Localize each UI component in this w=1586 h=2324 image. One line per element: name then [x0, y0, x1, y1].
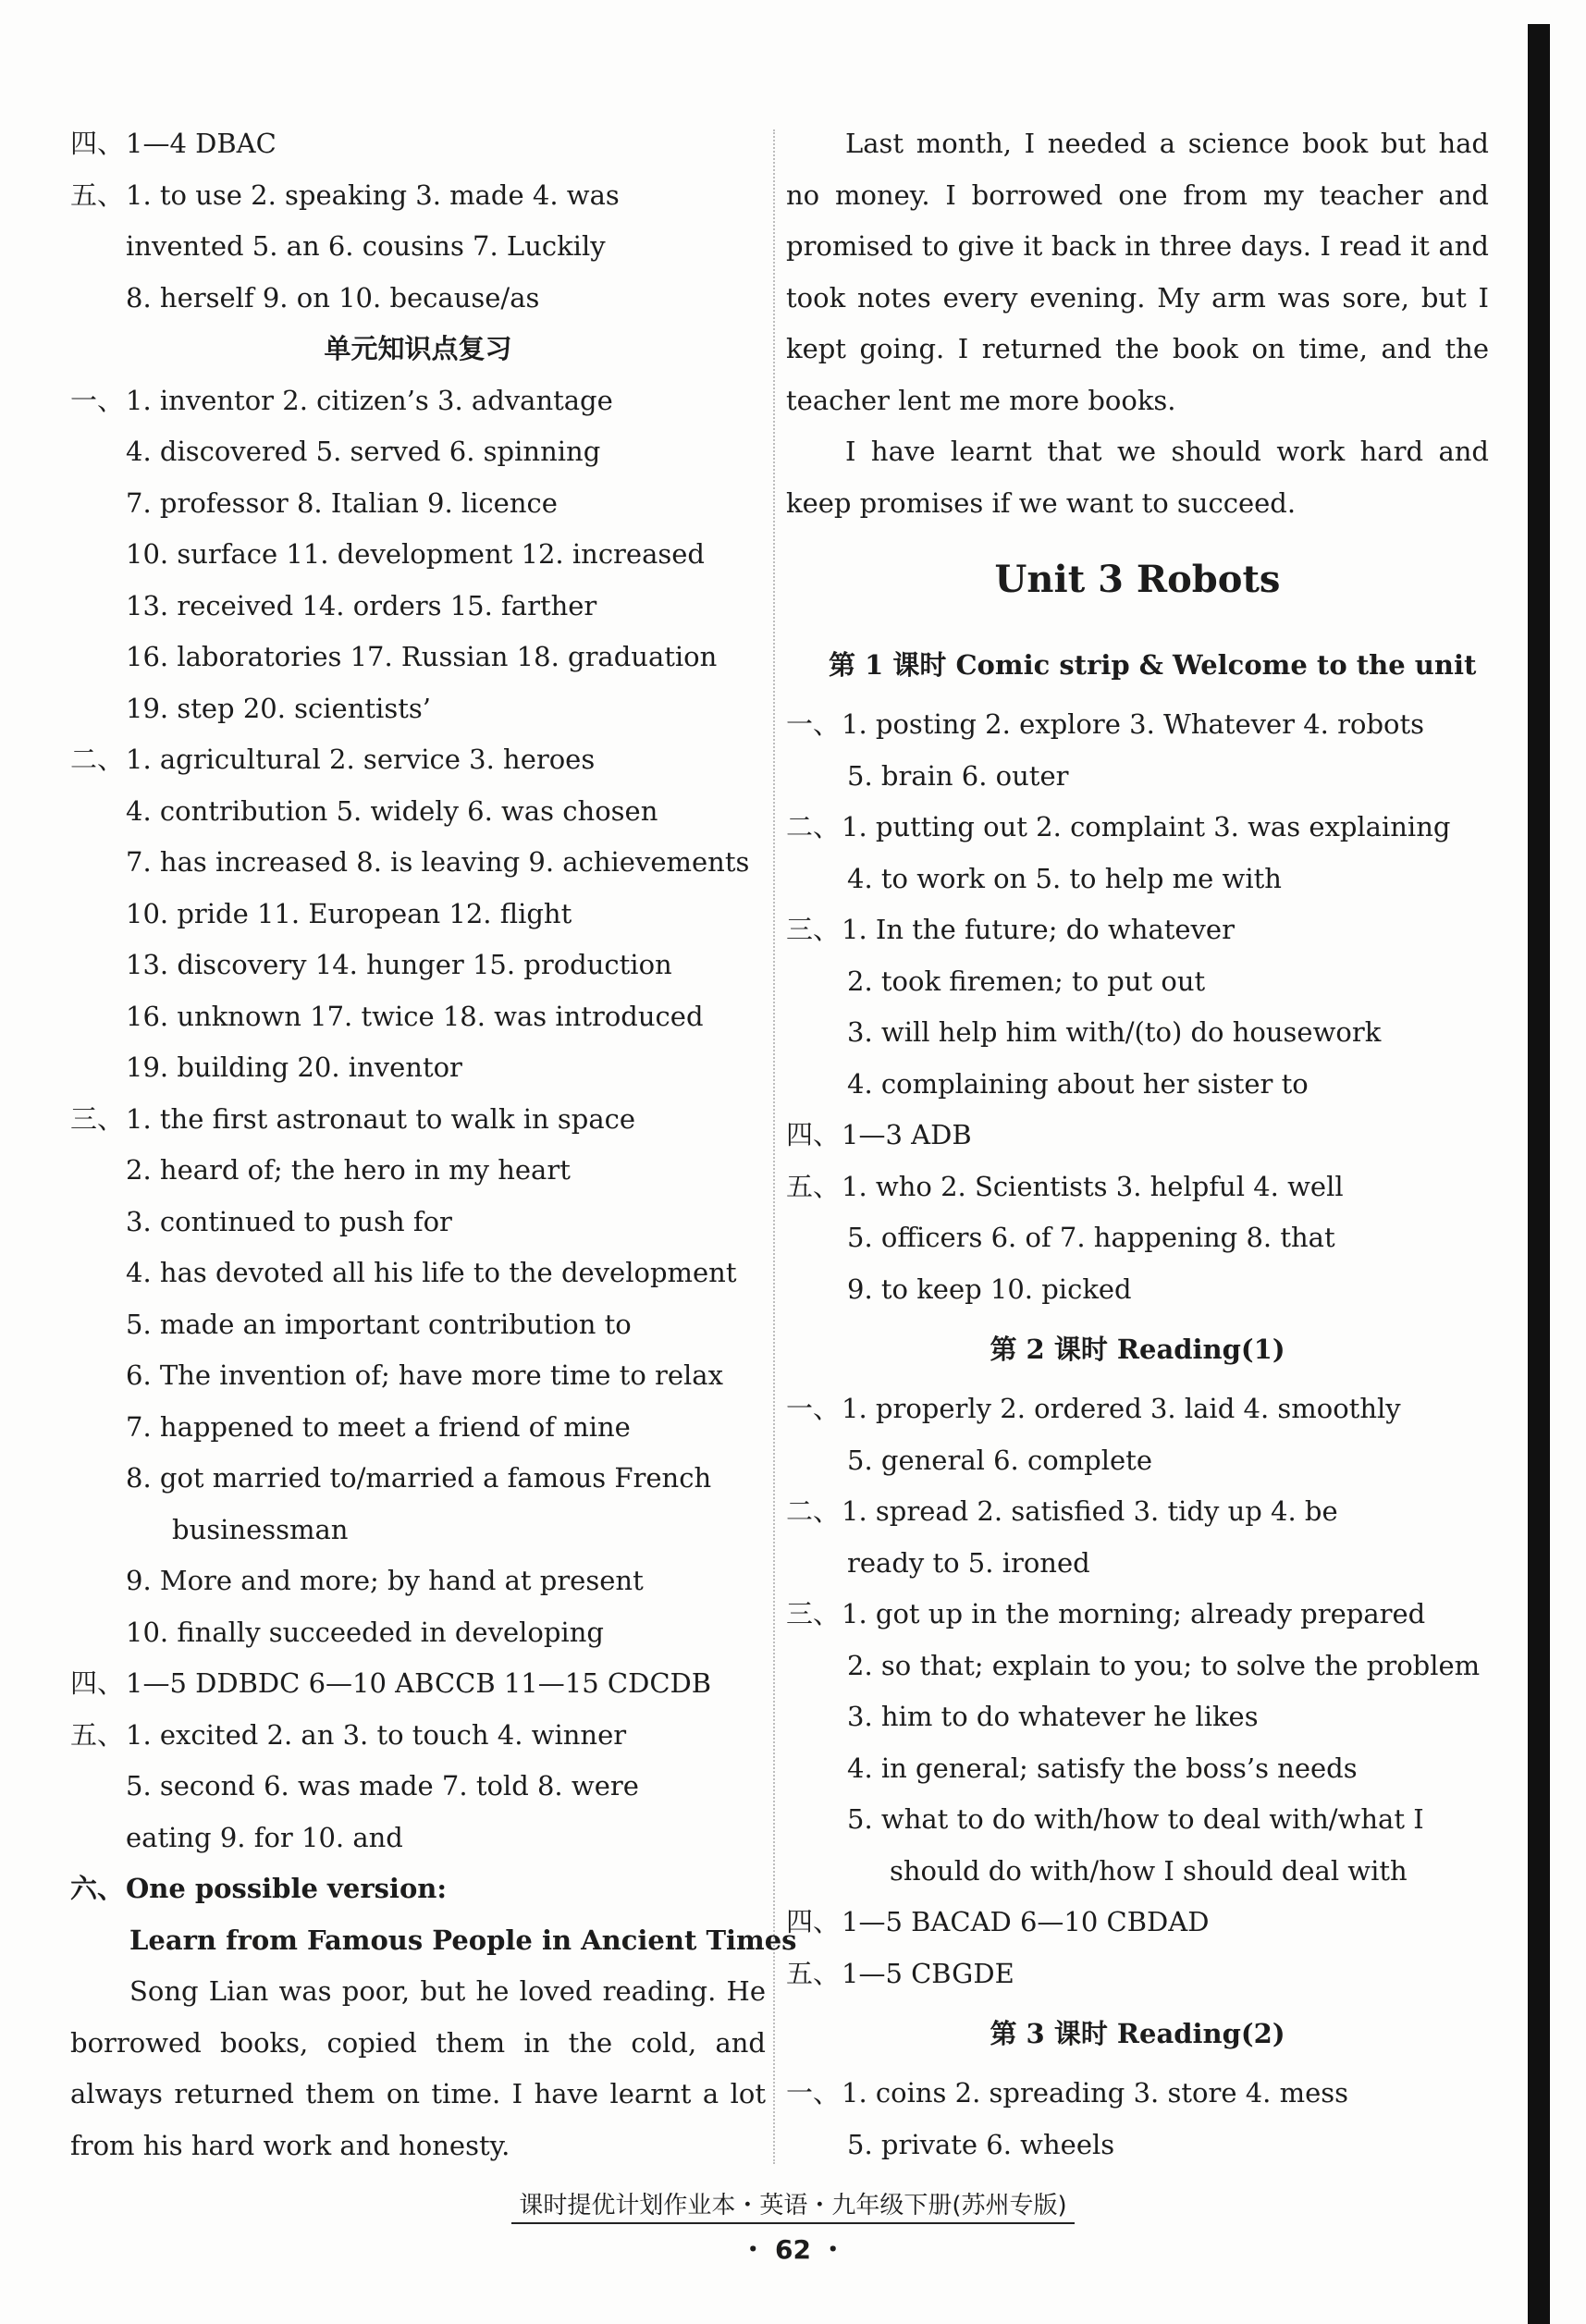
- answer-line: [70, 1094, 766, 1146]
- answer-line: 10. finally succeeded in developing: [126, 1616, 604, 1648]
- essay-title: Learn from Famous People in Ancient Times: [129, 1924, 797, 1956]
- answer-line: 8. herself 9. on 10. because/as: [126, 281, 540, 314]
- section-marker: 二、: [786, 811, 841, 842]
- answer-line: businessman: [172, 1513, 349, 1545]
- answer-line: 2. so that; explain to you; to solve the problem: [847, 1649, 1481, 1681]
- answer-text: 1. In the future; do whatever: [842, 914, 1235, 945]
- answer-text: 1—3 ADB: [842, 1119, 972, 1150]
- answer-line: 5. brain 6. outer: [847, 759, 1069, 792]
- answer-line: [786, 1110, 1489, 1162]
- answer-line: 5. what to do with/how to deal with/what I: [847, 1803, 1424, 1835]
- answer-line: [786, 1383, 1489, 1435]
- answer-line: 5. general 6. complete: [847, 1444, 1153, 1476]
- answer-line: 4. contribution 5. widely 6. was chosen: [126, 794, 658, 827]
- answer-line: 9. to keep 10. picked: [847, 1273, 1132, 1305]
- section-marker: 一、: [786, 708, 841, 740]
- section-marker: 四、: [786, 1906, 841, 1937]
- answer-line: 19. step 20. scientists’: [126, 692, 431, 724]
- answer-line: [786, 904, 1489, 956]
- answer-text: 1. excited 2. an 3. to touch 4. winner: [126, 1718, 627, 1751]
- answer-line: 8. got married to/married a famous French: [126, 1462, 712, 1494]
- answer-line: 3. him to do whatever he likes: [847, 1701, 1259, 1732]
- answer-text: 1. got up in the morning; already prepared: [842, 1598, 1426, 1629]
- answer-line: 7. has increased 8. is leaving 9. achievements: [126, 846, 750, 878]
- answer-text: 1—5 DDBDC 6—10 ABCCB 11—15 CDCDB: [126, 1667, 712, 1699]
- section-marker: 一、: [786, 2077, 841, 2109]
- answer-line: 4. to work on 5. to help me with: [847, 862, 1282, 894]
- answer-line: 4. discovered 5. served 6. spinning: [126, 436, 601, 467]
- answer-line: 13. received 14. orders 15. farther: [126, 589, 597, 621]
- answer-text: 1. coins 2. spreading 3. store 4. mess: [842, 2077, 1349, 2109]
- section-heading: 单元知识点复习: [324, 333, 512, 364]
- answer-line: 7. professor 8. Italian 9. licence: [126, 486, 558, 519]
- section-marker: 四、: [70, 128, 125, 159]
- section-marker: 五、: [786, 1957, 841, 1989]
- answer-text: 1. agricultural 2. service 3. heroes: [126, 744, 596, 775]
- section-marker: 三、: [70, 1102, 125, 1135]
- answer-line: [70, 170, 766, 222]
- answer-text: 1. putting out 2. complaint 3. was explaining: [842, 811, 1451, 842]
- answer-text: 1. who 2. Scientists 3. helpful 4. well: [842, 1170, 1344, 1202]
- answer-line: [786, 2068, 1489, 2120]
- answer-line: [70, 375, 766, 427]
- section-marker: 四、: [786, 1119, 841, 1150]
- answer-line: 7. happened to meet a friend of mine: [126, 1410, 631, 1443]
- lesson-heading: 第 2 课时 Reading(1): [990, 1334, 1285, 1365]
- section-marker: 一、: [70, 384, 125, 416]
- lesson-heading: 第 1 课时 Comic strip & Welcome to the unit: [829, 649, 1477, 681]
- answer-text: 1. posting 2. explore 3. Whatever 4. robots: [842, 708, 1424, 740]
- right-column: [786, 118, 1489, 2170]
- answer-line: 10. surface 11. development 12. increased: [126, 538, 705, 570]
- answer-text: 1. to use 2. speaking 3. made 4. was: [126, 178, 620, 211]
- answer-line: eating 9. for 10. and: [126, 1821, 403, 1853]
- section-marker: 三、: [786, 914, 841, 945]
- answer-text: 1—5 CBGDE: [842, 1957, 1014, 1989]
- answer-line: 13. discovery 14. hunger 15. production: [126, 949, 672, 980]
- answer-line: 4. has devoted all his life to the development: [126, 1257, 737, 1288]
- answer-line: 5. second 6. was made 7. told 8. were: [126, 1770, 639, 1801]
- page-footer: [0, 2186, 1586, 2267]
- section-marker: 五、: [70, 178, 125, 211]
- answer-line: [70, 1863, 766, 1915]
- left-column: [70, 118, 797, 2171]
- answer-line: [786, 1486, 1489, 1538]
- answer-text: 1. properly 2. ordered 3. laid 4. smoothly: [842, 1393, 1401, 1424]
- answer-line: 4. complaining about her sister to: [847, 1067, 1309, 1100]
- answer-line: 5. officers 6. of 7. happening 8. that: [847, 1222, 1335, 1253]
- answer-line: 19. building 20. inventor: [126, 1051, 462, 1083]
- answer-line: ready to 5. ironed: [847, 1546, 1090, 1579]
- answer-line: [786, 1949, 1489, 2000]
- answer-text: 1. inventor 2. citizen’s 3. advantage: [126, 384, 613, 416]
- answer-line: 5. made an important contribution to: [126, 1308, 632, 1340]
- answer-text: 1—4 DBAC: [126, 128, 277, 159]
- lesson-heading: 第 3 课时 Reading(2): [990, 2018, 1285, 2049]
- column-divider: [773, 129, 775, 2164]
- page-number: ・ 62 ・: [740, 2234, 846, 2265]
- answer-line: [70, 1710, 766, 1762]
- answer-line: should do with/how I should deal with: [890, 1854, 1408, 1887]
- answer-line: [786, 1162, 1489, 1213]
- section-marker: 五、: [786, 1170, 841, 1202]
- section-marker: 二、: [70, 744, 125, 775]
- section-marker: 五、: [70, 1718, 125, 1751]
- essay-paragraph: Song Lian was poor, but he loved reading. He borrowed books, copied them in the cold, and always returned them on time. I have learnt a lot from his hard work and honesty.: [70, 1975, 766, 2161]
- section-marker: 四、: [70, 1667, 125, 1699]
- answer-text: 1—5 BACAD 6—10 CBDAD: [842, 1906, 1210, 1937]
- answer-line: 6. The invention of; have more time to relax: [126, 1359, 723, 1391]
- answer-line: 10. pride 11. European 12. flight: [126, 897, 572, 929]
- page-edge-bar: [1528, 24, 1550, 2324]
- answer-line: 5. private 6. wheels: [847, 2128, 1115, 2160]
- section-marker: 一、: [786, 1393, 841, 1424]
- book-title: 课时提优计划作业本・英语・九年级下册(苏州专版): [511, 2186, 1074, 2224]
- answer-line: [786, 802, 1489, 854]
- answer-line: 3. will help him with/(to) do housework: [847, 1016, 1382, 1048]
- answer-line: [70, 734, 766, 786]
- essay-paragraph: I have learnt that we should work hard and keep promises if we want to succeed.: [786, 436, 1489, 519]
- answer-line: [70, 118, 766, 170]
- answer-line: [786, 699, 1489, 751]
- unit-title: Unit 3 Robots: [994, 558, 1281, 601]
- answer-line: 4. in general; satisfy the boss’s needs: [847, 1752, 1358, 1784]
- essay-paragraph: Last month, I needed a science book but had no money. I borrowed one from my teacher and promised to give it back in three days. I read it and took notes every evening. My arm was sore, but I kept going. I returned the book on time, and the teacher lent me more books.: [786, 128, 1489, 416]
- section-marker: 六、: [70, 1873, 125, 1904]
- answer-text: 1. the first astronaut to walk in space: [126, 1102, 636, 1135]
- section-marker: 三、: [786, 1598, 841, 1629]
- answer-line: 2. took firemen; to put out: [847, 965, 1206, 997]
- answer-line: [70, 1658, 766, 1710]
- answer-text: One possible version:: [126, 1873, 448, 1904]
- answer-line: 3. continued to push for: [126, 1205, 452, 1237]
- answer-line: 16. unknown 17. twice 18. was introduced: [126, 1000, 704, 1032]
- answer-text: 1. spread 2. satisfied 3. tidy up 4. be: [842, 1495, 1338, 1527]
- answer-line: [786, 1589, 1489, 1641]
- answer-line: invented 5. an 6. cousins 7. Luckily: [126, 230, 606, 262]
- section-marker: 二、: [786, 1495, 841, 1527]
- answer-line: 2. heard of; the hero in my heart: [126, 1154, 571, 1186]
- answer-line: 9. More and more; by hand at present: [126, 1565, 644, 1596]
- answer-line: 16. laboratories 17. Russian 18. graduation: [126, 641, 718, 672]
- answer-line: [786, 1897, 1489, 1949]
